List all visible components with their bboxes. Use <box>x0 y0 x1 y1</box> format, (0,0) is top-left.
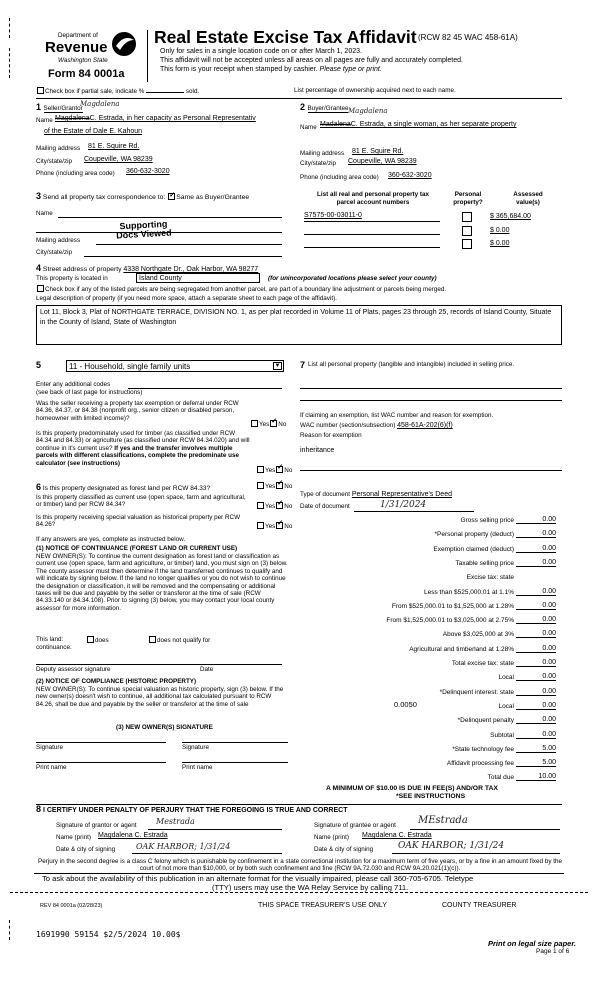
wac-label: WAC number (section/subsection) <box>300 422 396 429</box>
owner-print-line2 <box>182 762 288 763</box>
seller-name-label: Name <box>36 117 53 124</box>
tax-row-amount[interactable]: 0.00 <box>516 602 556 610</box>
wac-value: 458-61A-202(6)(f) <box>397 422 453 429</box>
parcel-number: S7575-00-03011-0 <box>304 212 362 219</box>
owner-sig-line2 <box>182 742 288 743</box>
doc-type-value: Personal Representative's Deed <box>351 491 452 498</box>
reason-line <box>300 470 562 471</box>
buyer-phone-label: Phone (including area code) <box>300 174 379 181</box>
chevron-down-icon: ▼ <box>274 363 281 369</box>
tax-row-amount[interactable]: 0.00 <box>516 530 556 538</box>
grantee-name-label: Name (print) <box>314 834 349 841</box>
s6-q1-answer <box>256 482 292 491</box>
tax-row-label: Total due <box>487 774 514 782</box>
tax-row-amount[interactable]: 0.00 <box>516 688 556 696</box>
certify-text: I CERTIFY UNDER PENALTY OF PERJURY THAT THE FOREGOING IS TRUE AND CORRECT <box>42 807 348 814</box>
doc-type-label: Type of document <box>300 491 351 498</box>
s3-city-label: City/state/zip <box>36 249 73 256</box>
seller-name-text: C. Estrada, in her capacity as Personal Representativ <box>89 115 256 122</box>
buyer-city-label: City/state/zip <box>300 160 337 167</box>
addl-codes-note: (see back of last page for instructions) <box>36 389 143 396</box>
tax-row-label: Subtotal <box>490 731 514 739</box>
tax-row-amount[interactable]: 0.00 <box>516 702 556 710</box>
personal-header <box>448 191 488 206</box>
segregated-row <box>36 285 446 294</box>
sig-grantor-line <box>148 829 282 830</box>
s7-line <box>300 388 562 389</box>
buyer-num: 2 <box>300 102 306 112</box>
tax-row-label: *Delinquent penalty <box>457 717 514 725</box>
buyer-mail-value: 81 E. Squire Rd. <box>352 148 404 155</box>
does-label: does <box>95 637 109 644</box>
form-rcw: (RCW 82 45 WAC 458-61A) <box>418 33 518 42</box>
s5-q2 <box>36 430 252 467</box>
s6-q2-yes[interactable] <box>257 502 264 509</box>
dept-line3: Washington State <box>58 57 108 64</box>
seller-heading <box>36 102 83 113</box>
owner-sig-line <box>36 742 166 743</box>
parcel-line <box>304 234 440 235</box>
parcel-h1: List all real and personal property tax <box>317 191 429 198</box>
tax-row-amount[interactable]: 0.00 <box>516 659 556 667</box>
reason-value: inheritance <box>300 447 335 454</box>
rev-number: REV 84 0001a (02/28/23) <box>40 903 103 909</box>
parcel-line <box>304 221 440 222</box>
tax-row-label: Local <box>498 702 514 710</box>
notice1-body: NEW OWNER(S): To continue the current designation as forest land or classification as current use (open space, farm and agriculture, or timber) land, you must sign on (3) below. The county assessor must then determine if the land transferred continues to qualify and will indicate by signing below. If the land no longer qualifies or you do not wish to continue the designation or classification, it will be removed and the compensating or additional taxes will be due and payable by the seller or transferor at the time of sale (RCW 84.33.140 or 84.34.108). Prior to signing (3) below, you may contact your local county assessor for more information. <box>36 553 288 612</box>
seller-phone-value: 360-632-3020 <box>126 168 170 175</box>
section6-num: 6 <box>36 482 42 492</box>
does-option <box>86 636 109 645</box>
section5-num: 5 <box>36 360 42 370</box>
dept-line1: Department of <box>58 32 98 39</box>
continuance-label: continuance. <box>36 644 72 651</box>
supporting-docs-stamp <box>116 220 172 241</box>
legal-label: Legal description of property (if you need more space, attach a separate sheet to each page of the affidavit). <box>36 295 337 302</box>
s5-q1-text: Was the seller receiving a property tax exemption or deferral under RCW 84.36, 84.37, or 84.38 (nonprofit org., senior citizen or disabled person, homeowner with limited income)? <box>36 400 239 422</box>
buyer-hand-note: Magdalena <box>348 107 388 115</box>
county-treasurer: COUNTY TREASURER <box>442 902 517 909</box>
list-pct-note: List percentage of ownership acquired next to each name. <box>294 87 456 94</box>
section4-num: 4 <box>36 263 42 273</box>
s3-name-line <box>58 217 282 218</box>
notice2-text <box>36 686 288 708</box>
treasurer-space: THIS SPACE TREASURER'S USE ONLY <box>258 902 387 909</box>
grantee-date-value: OAK HARBOR; 1/31/24 <box>398 841 505 851</box>
doc-type-row <box>300 491 452 499</box>
seller-num: 1 <box>36 102 42 112</box>
personal-hb: property? <box>453 198 483 206</box>
use-code-select[interactable] <box>66 360 284 372</box>
yes-label: Yes <box>265 503 276 510</box>
yes-label: Yes <box>259 421 270 428</box>
s6-q1: Is this property designated as forest land per RCW 84.33? <box>42 485 211 492</box>
header-line1: Only for sales in a single location code on or after March 1, 2023. <box>160 48 362 55</box>
no-label: No <box>278 421 287 428</box>
partial-sale-checkbox[interactable] <box>37 87 44 94</box>
tax-row-amount[interactable]: 0.00 <box>516 731 556 739</box>
same-as-buyer-checkbox[interactable] <box>168 193 175 200</box>
segregated-text: Check box if any of the listed parcels are being segregated from another parcel, are part of a boundary line adjustment or parcels being merged. <box>45 286 447 293</box>
s6-q3-answer <box>256 522 292 531</box>
s5-q2b: If yes and the transfer involves multiple parcels with different classifications, complete the predominate use calculator (see instructions) <box>36 444 239 467</box>
s7-line <box>300 400 562 401</box>
section3-same: Same as Buyer/Grantee <box>176 194 250 201</box>
section3-label: Send all property tax correspondence to: <box>42 194 166 201</box>
tax-row-amount[interactable]: 0.00 <box>516 588 556 596</box>
wac-row <box>300 422 453 430</box>
minimum-due: A MINIMUM OF $10.00 IS DUE IN FEE(S) AND/OR TAX <box>326 785 498 792</box>
tax-row-label: Exemption claimed (deduct) <box>433 545 514 553</box>
alt-format-line2: (TTY) users may use the WA Relay Service by calling 711. <box>212 883 409 892</box>
assessed-header <box>500 191 556 206</box>
tax-row-amount[interactable]: 0.00 <box>516 516 556 524</box>
tax-row-label: Excise tax: state <box>466 574 514 582</box>
partial-sale-row <box>36 87 199 96</box>
buyer-mail-label: Mailing address <box>300 150 345 157</box>
header-line3b: Please type or print. <box>319 66 382 73</box>
grantee-name-value: Magdalena C. Estrada <box>362 832 432 839</box>
owner-print-line <box>36 762 166 763</box>
parcel-header <box>306 191 440 206</box>
notice3-title: (3) NEW OWNER(S) SIGNATURE <box>116 724 213 731</box>
seller-mail-value: 81 E. Squire Rd. <box>88 143 140 150</box>
owner-sig-label2: Signature <box>182 744 209 751</box>
personal-checkbox[interactable] <box>462 239 472 249</box>
buyer-phone-value: 360-632-3020 <box>388 172 432 179</box>
s6-q3-no[interactable] <box>276 522 283 529</box>
seller-name-value2: of the Estate of Dale E. Kahoun <box>44 128 143 135</box>
page-number: Page 1 of 6 <box>536 948 570 955</box>
section3-heading <box>36 191 249 201</box>
grantor-date-label: Date & city of signing <box>56 846 116 853</box>
dept-line2: Revenue <box>45 39 108 56</box>
seller-hand-note: Magdalena <box>80 100 120 108</box>
doc-date-value: 1/31/2024 <box>380 500 427 510</box>
perjury-body: Perjury in the second degree is a class C felony which is punishable by confinement in a state correctional institution for a maximum term of five years, or by a fine in an amount fixed by the court of not more than $10,000, or by both such confinement and fine (RCW 9A.72.030 and RCW 9A.20.021(1)(c)). <box>38 858 562 872</box>
doc-date-line <box>354 511 474 512</box>
grantor-name-label: Name (print) <box>56 834 91 841</box>
grantee-date-line <box>392 853 560 854</box>
notice2-body: NEW OWNER(S): To continue special valuation as historic property, sign (3) below. If the new owner(s) doesn't wish to continue, all additional tax calculated pursuant to RCW 84.26, shall be due and payable by the seller or transferor at the time of sale <box>36 686 284 708</box>
alt-format-line1: To ask about the availability of this publication in an alternate format for the visually impaired, please call 360-705-6705. Teletype <box>42 874 474 883</box>
tax-row-amount[interactable]: 0.00 <box>516 645 556 653</box>
use-code-value: 11 - Household, single family units <box>69 362 191 371</box>
section3-num: 3 <box>36 191 42 201</box>
doesnot-label: does not qualify for <box>157 637 211 644</box>
seller-city-value: Coupeville, WA 98239 <box>84 156 153 163</box>
section7-num: 7 <box>300 360 306 370</box>
legal-text: Lot 11, Block 3, Plat of NORTHGATE TERRACE, DIVISION NO. 1, as per plat recorded in Volume 11 of Plats, pages 23 through 25, records of Island County, Situate in the County of Island, State of Washington <box>40 309 552 326</box>
tax-row-amount[interactable]: 0.00 <box>516 673 556 681</box>
s6-q1-yes[interactable] <box>257 482 264 489</box>
unincorp-note: (for unincorporated locations please select your county) <box>268 275 437 282</box>
assessed-value: $ 0.00 <box>490 227 510 234</box>
s5-q1-answer <box>250 420 286 429</box>
seller-name-value <box>55 115 256 122</box>
s5-q2a: Is this property predominately used for timber (as classified under RCW 84.34 and 84.33) or agriculture (as classified under RCW 84.34.020) and will continue in it's current use? <box>36 430 250 452</box>
street-row <box>36 263 258 273</box>
sig-grantee-value: MEstrada <box>418 815 468 826</box>
s6-q2-answer <box>256 502 292 511</box>
tax-row-label: Above $3,025,000 at 3% <box>442 631 514 639</box>
partial-pct-field[interactable] <box>146 92 184 93</box>
grantor-date-line <box>132 853 282 854</box>
grantor-date-value: OAK HARBOR; 1/31/24 <box>136 842 231 851</box>
does-checkbox[interactable] <box>87 636 94 643</box>
revenue-logo <box>110 30 140 58</box>
deputy-label: Deputy assessor signature <box>36 666 111 673</box>
s6-q1-row <box>36 482 210 492</box>
assessed-h: Assessed <box>513 191 543 198</box>
legal-description-box[interactable] <box>36 305 562 345</box>
no-label: No <box>284 467 293 474</box>
tax-row-label: Gross selling price <box>460 517 514 524</box>
notice2-title: (2) NOTICE OF COMPLIANCE (HISTORIC PROPERTY) <box>36 678 197 685</box>
seller-city-label: City/state/zip <box>36 158 73 165</box>
s5-q2-yes[interactable] <box>257 466 264 473</box>
assessed-hb: value(s) <box>516 198 540 206</box>
sig-grantor-label: Signature of grantor or agent <box>56 822 137 829</box>
segregated-checkbox[interactable] <box>37 285 44 292</box>
owner-print-label2: Print name <box>182 764 213 771</box>
perjury-text <box>34 858 566 872</box>
tax-row-amount[interactable]: 5.00 <box>516 759 556 767</box>
located-label: This property is located in <box>36 275 108 282</box>
addl-codes-label: Enter any additional codes <box>36 381 111 388</box>
tax-row-amount[interactable]: 5.00 <box>516 745 556 753</box>
seller-phone-label: Phone (including area code) <box>36 170 115 177</box>
assessed-value: $ 365,684.00 <box>490 213 531 220</box>
s6-q3 <box>36 514 246 529</box>
grantee-date-label: Date & city of signing <box>314 846 374 853</box>
owner-sig-label: Signature <box>36 744 63 751</box>
s7-label-text: List all personal property (tangible and intangible) included in selling price. <box>308 361 515 368</box>
tax-row-label: Taxable selling price <box>455 559 514 567</box>
buyer-name-struck: Madalena <box>320 121 351 128</box>
sig-grantee-line <box>410 829 560 830</box>
s5-q1 <box>36 400 246 422</box>
header-line3a: This form is your receipt when stamped by cashier. <box>160 66 318 73</box>
buyer-heading-text: Buyer/Grantee <box>307 105 349 112</box>
county-select[interactable] <box>136 273 260 283</box>
tax-row-label: *Delinquent interest: state <box>439 688 514 696</box>
s6-q3-yes[interactable] <box>257 522 264 529</box>
tax-row-amount[interactable]: 0.00 <box>516 616 556 624</box>
sig-grantee-label: Signature of grantee or agent <box>314 822 396 829</box>
grantor-name-value: Magdalena C. Estrada <box>98 832 168 839</box>
tax-row-amount[interactable]: 0.00 <box>516 545 556 553</box>
margin-dash <box>9 48 10 78</box>
s6-q3-text: Is this property receiving special valuation as historical property per RCW 84.26? <box>36 514 241 529</box>
s6-ifyes: If any answers are yes, complete as instructed below. <box>36 536 186 543</box>
s6-q2-no[interactable] <box>276 502 283 509</box>
buyer-city-value: Coupeville, WA 98239 <box>348 158 417 165</box>
header-line2: This affidavit will not be accepted unless all areas on all pages are fully and accurately completed. <box>160 57 463 64</box>
tax-row-label: *Personal property (deduct) <box>434 531 514 539</box>
addl-codes-line <box>128 388 282 389</box>
exempt-label: If claiming an exemption, list WAC number and reason for exemption. <box>300 412 494 419</box>
footer-dashed-rule <box>10 892 588 893</box>
tax-row-amount[interactable]: 0.00 <box>516 716 556 724</box>
seller-mail-label: Mailing address <box>36 145 81 152</box>
no-label: No <box>284 523 293 530</box>
see-instructions: *SEE INSTRUCTIONS <box>396 793 466 800</box>
s6-q2 <box>36 494 246 509</box>
tax-row-label: From $525,000.01 to $1,525,000 at 1.28% <box>391 602 514 610</box>
cashier-stamp: 1691990 59154 $2/5/2024 10.00$ <box>36 930 181 939</box>
tax-row-amount[interactable]: 10.00 <box>516 773 556 781</box>
doesnot-option <box>148 636 210 645</box>
owner-print-label: Print name <box>36 764 67 771</box>
parcel-h1b: parcel account numbers <box>336 198 410 206</box>
notice1-title: (1) NOTICE OF CONTINUANCE (FOREST LAND OR CURRENT USE) <box>36 545 238 552</box>
form-number: Form 84 0001a <box>48 68 125 80</box>
tax-row-label: Less than $525,000.01 at 1.1% <box>424 588 514 596</box>
s3-city-line <box>84 256 282 257</box>
stamp-line1: Supporting <box>119 218 168 232</box>
tax-row-amount[interactable]: 0.00 <box>516 559 556 567</box>
legal-size-note: Print on legal size paper. <box>488 939 576 948</box>
tax-row-label: Affidavit processing fee <box>446 760 514 768</box>
s6-q1-no[interactable] <box>276 482 283 489</box>
buyer-heading <box>300 102 348 113</box>
sig-grantor-value: Mestrada <box>156 817 195 826</box>
local-rate: 0.0050 <box>394 700 417 709</box>
buyer-name-text: C. Estrada, a single woman, as her separate property <box>350 121 517 128</box>
partial-sale-label: Check box if partial sale, indicate % <box>45 88 145 95</box>
parcel-line <box>304 247 440 248</box>
doesnot-checkbox[interactable] <box>149 636 156 643</box>
header-line3 <box>160 66 382 74</box>
tax-row-amount[interactable]: 0.00 <box>516 630 556 638</box>
section8-num: 8 <box>36 804 42 814</box>
margin-dash <box>9 18 10 38</box>
tax-row-label: *State technology fee <box>452 745 514 753</box>
street-value: 4338 Northgate Dr., Oak Harbor, WA 98277 <box>123 266 259 273</box>
personal-checkbox[interactable] <box>462 226 472 236</box>
margin-dash <box>9 920 10 940</box>
yes-label: Yes <box>265 467 276 474</box>
yes-label: Yes <box>265 483 276 490</box>
buyer-name-value <box>320 121 517 128</box>
s5-q1-yes[interactable] <box>251 420 258 427</box>
s5-q2-no[interactable] <box>276 466 283 473</box>
certify-row <box>36 804 348 814</box>
buyer-name-label: Name <box>300 124 317 131</box>
personal-checkbox[interactable] <box>462 212 472 222</box>
partial-sold: sold. <box>185 88 200 95</box>
s3-mail-line <box>96 244 282 245</box>
no-label: No <box>284 503 293 510</box>
notice1-text <box>36 553 288 612</box>
stamp-line2: Docs Viewed <box>115 227 172 241</box>
tax-row-label: From $1,525,000.01 to $3,025,000 at 2.75% <box>386 617 514 625</box>
county-value: Island County <box>139 275 182 282</box>
seller-name-struck: Magdalena <box>55 115 90 122</box>
doc-date-label: Date of document <box>300 503 350 510</box>
seller-heading-text: Seller/Grantor <box>43 105 83 112</box>
s3-mail-label: Mailing address <box>36 237 81 244</box>
land-label: This land: <box>36 636 64 643</box>
assessed-value: $ 0.00 <box>490 240 510 247</box>
deputy-line <box>36 664 282 665</box>
s5-q2-answer <box>256 466 292 475</box>
personal-h: Personal <box>454 191 482 198</box>
form-title: Real Estate Excise Tax Affidavit <box>154 27 417 47</box>
reason-label: Reason for exemption <box>300 432 362 439</box>
tax-row-label: Total excise tax: state <box>451 660 514 667</box>
s5-q1-no[interactable] <box>270 420 277 427</box>
header-divider <box>147 30 148 82</box>
tax-row-label: Local <box>498 674 514 682</box>
tax-row-label: Agricultural and timberland at 1.28% <box>409 645 514 653</box>
street-label: Street address of property <box>42 266 122 273</box>
yes-label: Yes <box>265 523 276 530</box>
s7-label <box>308 361 560 368</box>
section-rule <box>36 98 562 99</box>
deputy-date-label: Date <box>200 666 214 673</box>
s6-q2-text: Is this property classified as current use (open space, farm and agricultural, or timber) land per RCW 84.34? <box>36 494 246 509</box>
no-label: No <box>284 483 293 490</box>
s3-name-label: Name <box>36 210 53 217</box>
